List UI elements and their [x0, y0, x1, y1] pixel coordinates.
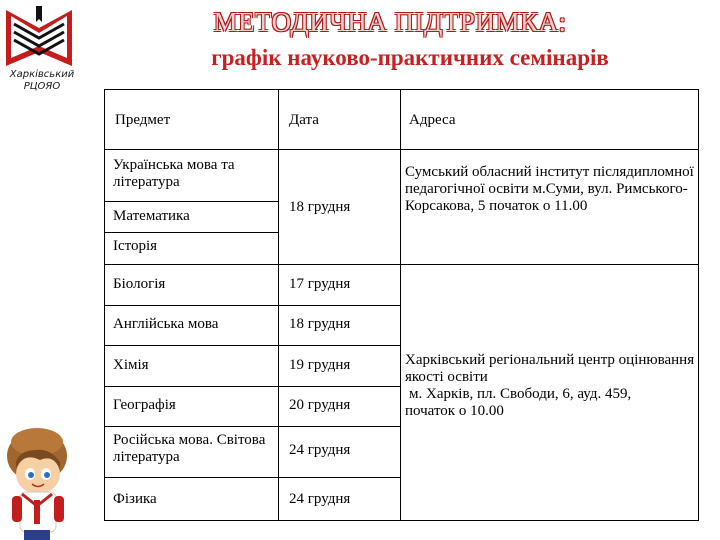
- subject-cell: Фізика: [113, 491, 157, 507]
- subject-cell: Українська мова та література: [113, 157, 235, 190]
- date-cell: 19 грудня: [289, 357, 351, 373]
- subject-cell: Математика: [113, 208, 190, 224]
- subject-cell: Біологія: [113, 276, 166, 292]
- logo-caption: [2, 69, 82, 93]
- mascot-child-illustration: [0, 426, 74, 540]
- date-cell: 18 грудня: [289, 316, 351, 332]
- address-cell: Сумський обласний інститут післядипломної педагогічної освіти м.Суми, вул. Римського-Корсакова, 5 початок о 11.00: [405, 164, 694, 214]
- address-line: початок о 10.00: [405, 403, 504, 419]
- date-cell: 18 грудня: [289, 199, 351, 215]
- date-cell: 24 грудня: [289, 442, 351, 458]
- row-divider: [105, 426, 400, 427]
- date-cell: 24 грудня: [289, 491, 351, 507]
- subject-cell: Англійська мова: [113, 316, 219, 332]
- schedule-table: [104, 89, 699, 521]
- column-divider: [400, 90, 401, 520]
- logo-caption-line2: РЦОЯО: [23, 81, 61, 92]
- page-title: МЕТОДИЧНА ПІДТРИМКА:: [213, 7, 567, 37]
- address-cell: [405, 352, 695, 420]
- header-date: Дата: [289, 112, 319, 128]
- row-divider: [105, 305, 400, 306]
- subject-cell: Історія: [113, 238, 158, 254]
- subject-cell: Географія: [113, 397, 176, 413]
- logo-caption-line1: Харківський: [9, 69, 75, 80]
- row-divider: [105, 477, 400, 478]
- row-divider: [105, 345, 400, 346]
- open-book-logo-icon: [6, 6, 72, 68]
- subject-cell: Хімія: [113, 357, 149, 373]
- page-subtitle: графік науково-практичних семінарів: [211, 45, 609, 70]
- row-divider: [105, 201, 278, 202]
- row-divider: [105, 264, 698, 265]
- address-line: Харківський регіональний центр оцінювання якості освіти: [405, 352, 695, 385]
- row-divider: [105, 386, 400, 387]
- header-address: Адреса: [409, 112, 456, 128]
- row-divider: [105, 232, 278, 233]
- column-divider: [278, 90, 279, 520]
- header-subject: Предмет: [115, 112, 171, 128]
- date-cell: 20 грудня: [289, 397, 351, 413]
- subject-cell: Російська мова. Світова література: [113, 432, 266, 465]
- date-cell: 17 грудня: [289, 276, 351, 292]
- address-line: м. Харків, пл. Свободи, 6, ауд. 459,: [409, 386, 632, 402]
- row-divider: [105, 149, 698, 150]
